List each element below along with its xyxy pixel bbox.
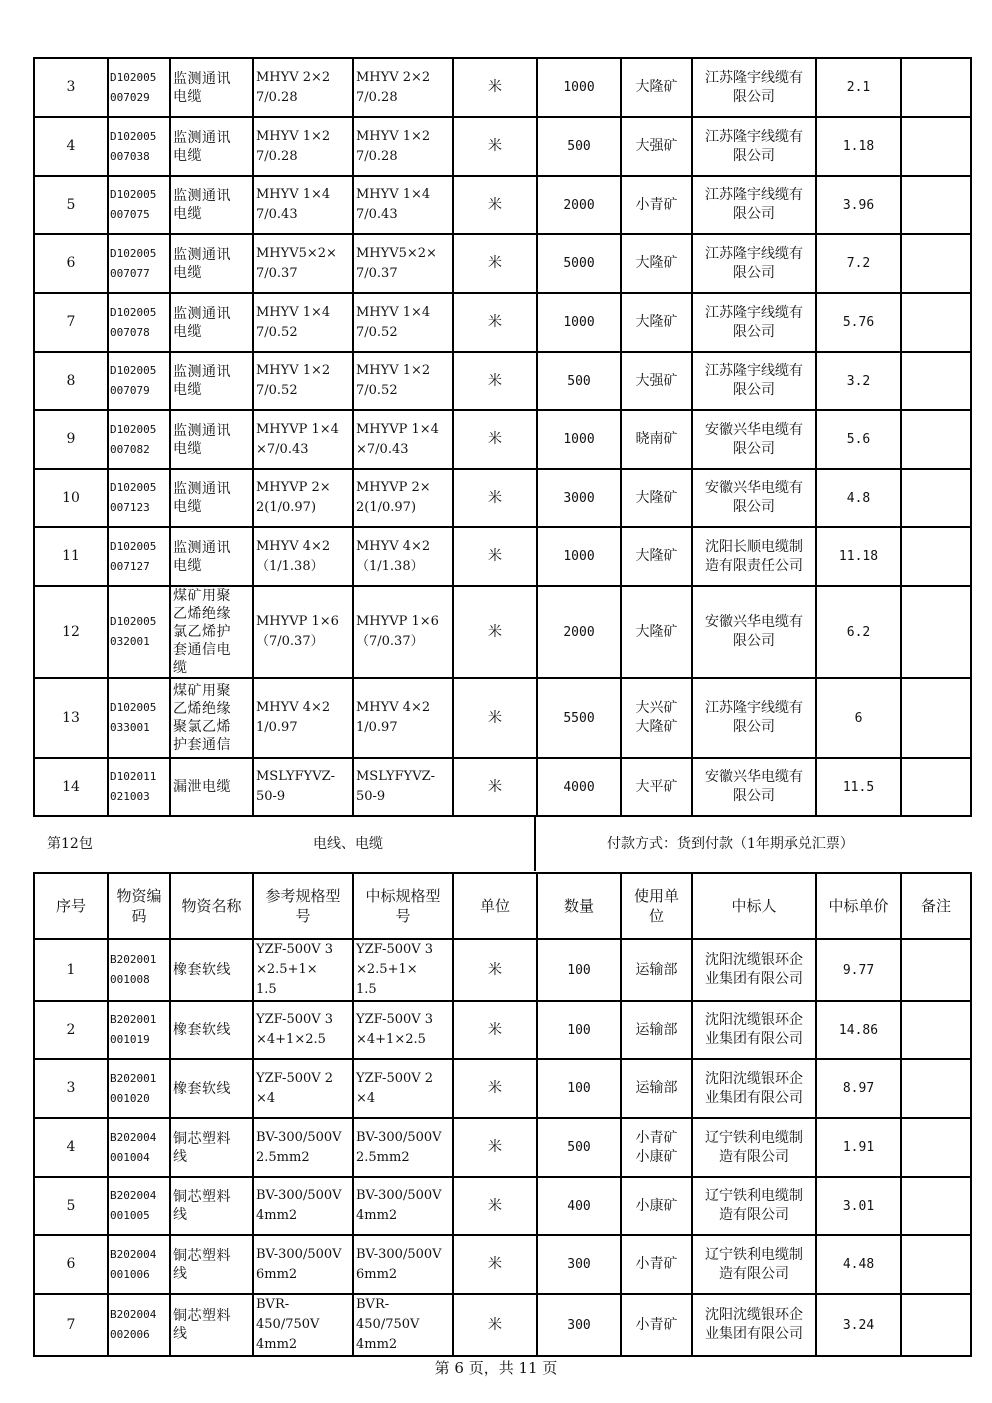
cell-qty: 300 bbox=[537, 1235, 621, 1294]
cell-bid-spec: MHYV 1×4 7/0.43 bbox=[353, 176, 453, 234]
cell-code: D102005 007077 bbox=[108, 234, 170, 293]
cell-note bbox=[901, 527, 971, 586]
cell-code: D102005 007082 bbox=[108, 410, 170, 469]
cell-no: 6 bbox=[34, 1235, 108, 1294]
cell-no: 7 bbox=[34, 293, 108, 352]
cell-name: 监测通讯 电缆 bbox=[170, 117, 253, 176]
cell-unit: 米 bbox=[453, 58, 537, 117]
cell-winner: 辽宁铁利电缆制 造有限公司 bbox=[692, 1118, 816, 1177]
cell-bid-spec: BV-300/500V 2.5mm2 bbox=[353, 1118, 453, 1177]
cell-user: 大平矿 bbox=[621, 758, 692, 816]
cell-winner: 安徽兴华电缆有 限公司 bbox=[692, 410, 816, 469]
cell-user: 大隆矿 bbox=[621, 469, 692, 527]
cell-bid-spec: MHYVP 2× 2(1/0.97) bbox=[353, 469, 453, 527]
cell-bid-spec: YZF-500V 3 ×4+1×2.5 bbox=[353, 1001, 453, 1059]
cell-winner: 江苏隆宇线缆有 限公司 bbox=[692, 293, 816, 352]
cell-winner: 沈阳沈缆银环企 业集团有限公司 bbox=[692, 1059, 816, 1118]
cell-ref-spec: MHYVP 1×4 ×7/0.43 bbox=[253, 410, 353, 469]
cell-price: 8.97 bbox=[816, 1059, 901, 1118]
cell-qty: 4000 bbox=[537, 758, 621, 816]
package-category: 电线、电缆 bbox=[313, 836, 383, 852]
cell-unit: 米 bbox=[453, 586, 537, 678]
table-row bbox=[34, 1177, 971, 1235]
table-row bbox=[34, 939, 971, 1001]
cell-price: 1.91 bbox=[816, 1118, 901, 1177]
cell-winner: 沈阳沈缆银环企 业集团有限公司 bbox=[692, 1294, 816, 1356]
cell-price: 4.8 bbox=[816, 469, 901, 527]
cell-user: 运输部 bbox=[621, 1001, 692, 1059]
cell-no: 5 bbox=[34, 176, 108, 234]
table-row bbox=[34, 586, 971, 678]
table-1 bbox=[33, 57, 972, 817]
cell-unit: 米 bbox=[453, 293, 537, 352]
cell-qty: 300 bbox=[537, 1294, 621, 1356]
cell-qty: 1000 bbox=[537, 58, 621, 117]
cell-user: 大隆矿 bbox=[621, 293, 692, 352]
cell-winner: 安徽兴华电缆有 限公司 bbox=[692, 469, 816, 527]
cell-ref-spec: MHYV 1×2 7/0.52 bbox=[253, 352, 353, 410]
column-header: 物资名称 bbox=[170, 873, 253, 939]
cell-bid-spec: MHYV 2×2 7/0.28 bbox=[353, 58, 453, 117]
cell-price: 3.96 bbox=[816, 176, 901, 234]
cell-unit: 米 bbox=[453, 758, 537, 816]
cell-ref-spec: MHYV 1×4 7/0.43 bbox=[253, 176, 353, 234]
cell-bid-spec: BV-300/500V 4mm2 bbox=[353, 1177, 453, 1235]
cell-ref-spec: BVR- 450/750V 4mm2 bbox=[253, 1294, 353, 1356]
cell-code: B202004 001006 bbox=[108, 1235, 170, 1294]
cell-user: 小青矿 bbox=[621, 1235, 692, 1294]
cell-name: 监测通讯 电缆 bbox=[170, 352, 253, 410]
cell-name: 监测通讯 电缆 bbox=[170, 293, 253, 352]
cell-bid-spec: MHYVP 1×4 ×7/0.43 bbox=[353, 410, 453, 469]
cell-winner: 辽宁铁利电缆制 造有限公司 bbox=[692, 1235, 816, 1294]
cell-name: 监测通讯 电缆 bbox=[170, 469, 253, 527]
cell-note bbox=[901, 352, 971, 410]
cell-code: B202004 001004 bbox=[108, 1118, 170, 1177]
cell-price: 2.1 bbox=[816, 58, 901, 117]
cell-winner: 江苏隆宇线缆有 限公司 bbox=[692, 352, 816, 410]
cell-price: 3.01 bbox=[816, 1177, 901, 1235]
cell-qty: 1000 bbox=[537, 293, 621, 352]
cell-unit: 米 bbox=[453, 678, 537, 758]
table-row bbox=[34, 469, 971, 527]
cell-name: 橡套软线 bbox=[170, 1001, 253, 1059]
cell-note bbox=[901, 1001, 971, 1059]
cell-price: 9.77 bbox=[816, 939, 901, 1001]
cell-ref-spec: MHYV 2×2 7/0.28 bbox=[253, 58, 353, 117]
cell-qty: 500 bbox=[537, 1118, 621, 1177]
cell-price: 7.2 bbox=[816, 234, 901, 293]
cell-no: 5 bbox=[34, 1177, 108, 1235]
cell-note bbox=[901, 469, 971, 527]
table-row bbox=[34, 1235, 971, 1294]
cell-bid-spec: MSLYFYVZ- 50-9 bbox=[353, 758, 453, 816]
cell-winner: 沈阳沈缆银环企 业集团有限公司 bbox=[692, 939, 816, 1001]
cell-no: 2 bbox=[34, 1001, 108, 1059]
cell-note bbox=[901, 58, 971, 117]
cell-ref-spec: YZF-500V 3 ×4+1×2.5 bbox=[253, 1001, 353, 1059]
table-row bbox=[34, 758, 971, 816]
cell-price: 14.86 bbox=[816, 1001, 901, 1059]
cell-code: B202004 001005 bbox=[108, 1177, 170, 1235]
column-header: 中标单价 bbox=[816, 873, 901, 939]
cell-price: 6.2 bbox=[816, 586, 901, 678]
cell-note bbox=[901, 586, 971, 678]
table-row bbox=[34, 1294, 971, 1356]
column-header: 中标规格型 号 bbox=[353, 873, 453, 939]
table-row bbox=[34, 352, 971, 410]
cell-price: 6 bbox=[816, 678, 901, 758]
cell-no: 9 bbox=[34, 410, 108, 469]
cell-unit: 米 bbox=[453, 1294, 537, 1356]
cell-price: 11.5 bbox=[816, 758, 901, 816]
cell-winner: 安徽兴华电缆有 限公司 bbox=[692, 586, 816, 678]
cell-note bbox=[901, 678, 971, 758]
cell-unit: 米 bbox=[453, 1118, 537, 1177]
cell-qty: 3000 bbox=[537, 469, 621, 527]
cell-qty: 100 bbox=[537, 939, 621, 1001]
cell-ref-spec: MHYV 1×2 7/0.28 bbox=[253, 117, 353, 176]
cell-winner: 沈阳沈缆银环企 业集团有限公司 bbox=[692, 1001, 816, 1059]
cell-name: 铜芯塑料 线 bbox=[170, 1294, 253, 1356]
cell-no: 8 bbox=[34, 352, 108, 410]
cell-note bbox=[901, 1059, 971, 1118]
cell-user: 大兴矿 大隆矿 bbox=[621, 678, 692, 758]
cell-qty: 5500 bbox=[537, 678, 621, 758]
cell-name: 监测通讯 电缆 bbox=[170, 176, 253, 234]
cell-price: 5.76 bbox=[816, 293, 901, 352]
column-header: 参考规格型 号 bbox=[253, 873, 353, 939]
cell-code: B202001 001019 bbox=[108, 1001, 170, 1059]
cell-user: 运输部 bbox=[621, 1059, 692, 1118]
cell-qty: 500 bbox=[537, 117, 621, 176]
cell-unit: 米 bbox=[453, 410, 537, 469]
table-row bbox=[34, 410, 971, 469]
cell-note bbox=[901, 1294, 971, 1356]
cell-no: 1 bbox=[34, 939, 108, 1001]
table-row bbox=[34, 1059, 971, 1118]
table-row bbox=[34, 58, 971, 117]
cell-user: 运输部 bbox=[621, 939, 692, 1001]
cell-price: 1.18 bbox=[816, 117, 901, 176]
cell-unit: 米 bbox=[453, 527, 537, 586]
cell-name: 监测通讯 电缆 bbox=[170, 410, 253, 469]
cell-note bbox=[901, 758, 971, 816]
cell-winner: 江苏隆宇线缆有 限公司 bbox=[692, 117, 816, 176]
cell-bid-spec: MHYV 1×2 7/0.28 bbox=[353, 117, 453, 176]
cell-name: 铜芯塑料 线 bbox=[170, 1177, 253, 1235]
table-row bbox=[34, 293, 971, 352]
cell-winner: 安徽兴华电缆有 限公司 bbox=[692, 758, 816, 816]
table-row bbox=[34, 234, 971, 293]
cell-ref-spec: BV-300/500V 4mm2 bbox=[253, 1177, 353, 1235]
table-row bbox=[34, 176, 971, 234]
cell-unit: 米 bbox=[453, 469, 537, 527]
column-header: 备注 bbox=[901, 873, 971, 939]
column-header: 物资编 码 bbox=[108, 873, 170, 939]
table-row bbox=[34, 1118, 971, 1177]
cell-note bbox=[901, 410, 971, 469]
table-row bbox=[34, 678, 971, 758]
column-header: 使用单 位 bbox=[621, 873, 692, 939]
cell-user: 大隆矿 bbox=[621, 586, 692, 678]
cell-user: 大强矿 bbox=[621, 117, 692, 176]
cell-note bbox=[901, 1177, 971, 1235]
cell-qty: 500 bbox=[537, 352, 621, 410]
cell-bid-spec: MHYV 1×2 7/0.52 bbox=[353, 352, 453, 410]
cell-code: B202001 001020 bbox=[108, 1059, 170, 1118]
cell-qty: 100 bbox=[537, 1001, 621, 1059]
cell-no: 4 bbox=[34, 1118, 108, 1177]
cell-unit: 米 bbox=[453, 117, 537, 176]
cell-ref-spec: MHYV 1×4 7/0.52 bbox=[253, 293, 353, 352]
cell-price: 5.6 bbox=[816, 410, 901, 469]
cell-user: 大隆矿 bbox=[621, 527, 692, 586]
cell-winner: 江苏隆宇线缆有 限公司 bbox=[692, 234, 816, 293]
cell-bid-spec: MHYV 4×2 1/0.97 bbox=[353, 678, 453, 758]
cell-qty: 2000 bbox=[537, 176, 621, 234]
cell-no: 3 bbox=[34, 58, 108, 117]
cell-name: 铜芯塑料 线 bbox=[170, 1118, 253, 1177]
cell-bid-spec: YZF-500V 3 ×2.5+1× 1.5 bbox=[353, 939, 453, 1001]
cell-note bbox=[901, 293, 971, 352]
cell-name: 橡套软线 bbox=[170, 1059, 253, 1118]
cell-winner: 江苏隆宇线缆有 限公司 bbox=[692, 58, 816, 117]
cell-name: 漏泄电缆 bbox=[170, 758, 253, 816]
column-header: 中标人 bbox=[692, 873, 816, 939]
cell-qty: 1000 bbox=[537, 527, 621, 586]
cell-ref-spec: MHYVP 2× 2(1/0.97) bbox=[253, 469, 353, 527]
cell-ref-spec: MSLYFYVZ- 50-9 bbox=[253, 758, 353, 816]
cell-unit: 米 bbox=[453, 176, 537, 234]
cell-code: B202001 001008 bbox=[108, 939, 170, 1001]
cell-user: 大强矿 bbox=[621, 352, 692, 410]
column-header: 序号 bbox=[34, 873, 108, 939]
cell-code: D102011 021003 bbox=[108, 758, 170, 816]
cell-no: 12 bbox=[34, 586, 108, 678]
cell-unit: 米 bbox=[453, 1177, 537, 1235]
cell-code: D102005 007078 bbox=[108, 293, 170, 352]
cell-no: 3 bbox=[34, 1059, 108, 1118]
column-header: 单位 bbox=[453, 873, 537, 939]
cell-no: 11 bbox=[34, 527, 108, 586]
cell-user: 小康矿 bbox=[621, 1177, 692, 1235]
cell-price: 11.18 bbox=[816, 527, 901, 586]
cell-no: 14 bbox=[34, 758, 108, 816]
cell-bid-spec: BVR- 450/750V 4mm2 bbox=[353, 1294, 453, 1356]
cell-user: 小青矿 小康矿 bbox=[621, 1118, 692, 1177]
cell-qty: 1000 bbox=[537, 410, 621, 469]
cell-ref-spec: YZF-500V 2 ×4 bbox=[253, 1059, 353, 1118]
cell-unit: 米 bbox=[453, 234, 537, 293]
cell-unit: 米 bbox=[453, 1001, 537, 1059]
cell-bid-spec: MHYV 4×2 （1/1.38） bbox=[353, 527, 453, 586]
cell-no: 6 bbox=[34, 234, 108, 293]
cell-bid-spec: BV-300/500V 6mm2 bbox=[353, 1235, 453, 1294]
cell-bid-spec: MHYV5×2× 7/0.37 bbox=[353, 234, 453, 293]
cell-ref-spec: MHYV 4×2 1/0.97 bbox=[253, 678, 353, 758]
cell-no: 10 bbox=[34, 469, 108, 527]
cell-ref-spec: BV-300/500V 2.5mm2 bbox=[253, 1118, 353, 1177]
cell-note bbox=[901, 117, 971, 176]
cell-note bbox=[901, 1235, 971, 1294]
cell-name: 橡套软线 bbox=[170, 939, 253, 1001]
cell-unit: 米 bbox=[453, 1059, 537, 1118]
cell-code: D102005 007079 bbox=[108, 352, 170, 410]
page-footer: 第 6 页，共 11 页 bbox=[434, 1359, 558, 1377]
cell-ref-spec: MHYV5×2× 7/0.37 bbox=[253, 234, 353, 293]
cell-user: 晓南矿 bbox=[621, 410, 692, 469]
cell-name: 煤矿用聚 乙烯绝缘 聚氯乙烯 护套通信 bbox=[170, 678, 253, 758]
divider bbox=[534, 815, 536, 871]
cell-no: 4 bbox=[34, 117, 108, 176]
cell-bid-spec: YZF-500V 2 ×4 bbox=[353, 1059, 453, 1118]
cell-note bbox=[901, 176, 971, 234]
cell-code: B202004 002006 bbox=[108, 1294, 170, 1356]
cell-code: D102005 032001 bbox=[108, 586, 170, 678]
table-row bbox=[34, 117, 971, 176]
cell-unit: 米 bbox=[453, 1235, 537, 1294]
cell-user: 大隆矿 bbox=[621, 234, 692, 293]
table-row bbox=[34, 527, 971, 586]
cell-no: 7 bbox=[34, 1294, 108, 1356]
cell-price: 3.24 bbox=[816, 1294, 901, 1356]
cell-name: 铜芯塑料 线 bbox=[170, 1235, 253, 1294]
cell-ref-spec: MHYV 4×2 （1/1.38） bbox=[253, 527, 353, 586]
cell-note bbox=[901, 234, 971, 293]
cell-bid-spec: MHYV 1×4 7/0.52 bbox=[353, 293, 453, 352]
table-2 bbox=[33, 872, 972, 1357]
cell-qty: 2000 bbox=[537, 586, 621, 678]
cell-name: 监测通讯 电缆 bbox=[170, 234, 253, 293]
cell-user: 大隆矿 bbox=[621, 58, 692, 117]
cell-price: 4.48 bbox=[816, 1235, 901, 1294]
cell-bid-spec: MHYVP 1×6 （7/0.37） bbox=[353, 586, 453, 678]
package-label: 第12包 bbox=[47, 836, 93, 852]
cell-code: D102005 007038 bbox=[108, 117, 170, 176]
cell-winner: 沈阳长顺电缆制 造有限责任公司 bbox=[692, 527, 816, 586]
payment-terms: 付款方式：货到付款（1年期承兑汇票） bbox=[607, 836, 854, 852]
cell-ref-spec: YZF-500V 3 ×2.5+1× 1.5 bbox=[253, 939, 353, 1001]
cell-qty: 5000 bbox=[537, 234, 621, 293]
package-header bbox=[33, 815, 970, 871]
cell-note bbox=[901, 1118, 971, 1177]
cell-name: 监测通讯 电缆 bbox=[170, 527, 253, 586]
cell-note bbox=[901, 939, 971, 1001]
cell-ref-spec: BV-300/500V 6mm2 bbox=[253, 1235, 353, 1294]
cell-code: D102005 007123 bbox=[108, 469, 170, 527]
cell-name: 煤矿用聚 乙烯绝缘 氯乙烯护 套通信电 缆 bbox=[170, 586, 253, 678]
cell-code: D102005 007029 bbox=[108, 58, 170, 117]
cell-code: D102005 007075 bbox=[108, 176, 170, 234]
cell-unit: 米 bbox=[453, 352, 537, 410]
cell-user: 小青矿 bbox=[621, 176, 692, 234]
cell-price: 3.2 bbox=[816, 352, 901, 410]
table-row bbox=[34, 1001, 971, 1059]
cell-qty: 400 bbox=[537, 1177, 621, 1235]
cell-winner: 江苏隆宇线缆有 限公司 bbox=[692, 176, 816, 234]
cell-winner: 江苏隆宇线缆有 限公司 bbox=[692, 678, 816, 758]
cell-code: D102005 007127 bbox=[108, 527, 170, 586]
cell-user: 小青矿 bbox=[621, 1294, 692, 1356]
cell-name: 监测通讯 电缆 bbox=[170, 58, 253, 117]
cell-ref-spec: MHYVP 1×6 （7/0.37） bbox=[253, 586, 353, 678]
cell-code: D102005 033001 bbox=[108, 678, 170, 758]
cell-unit: 米 bbox=[453, 939, 537, 1001]
cell-no: 13 bbox=[34, 678, 108, 758]
cell-qty: 100 bbox=[537, 1059, 621, 1118]
cell-winner: 辽宁铁利电缆制 造有限公司 bbox=[692, 1177, 816, 1235]
column-header: 数量 bbox=[537, 873, 621, 939]
